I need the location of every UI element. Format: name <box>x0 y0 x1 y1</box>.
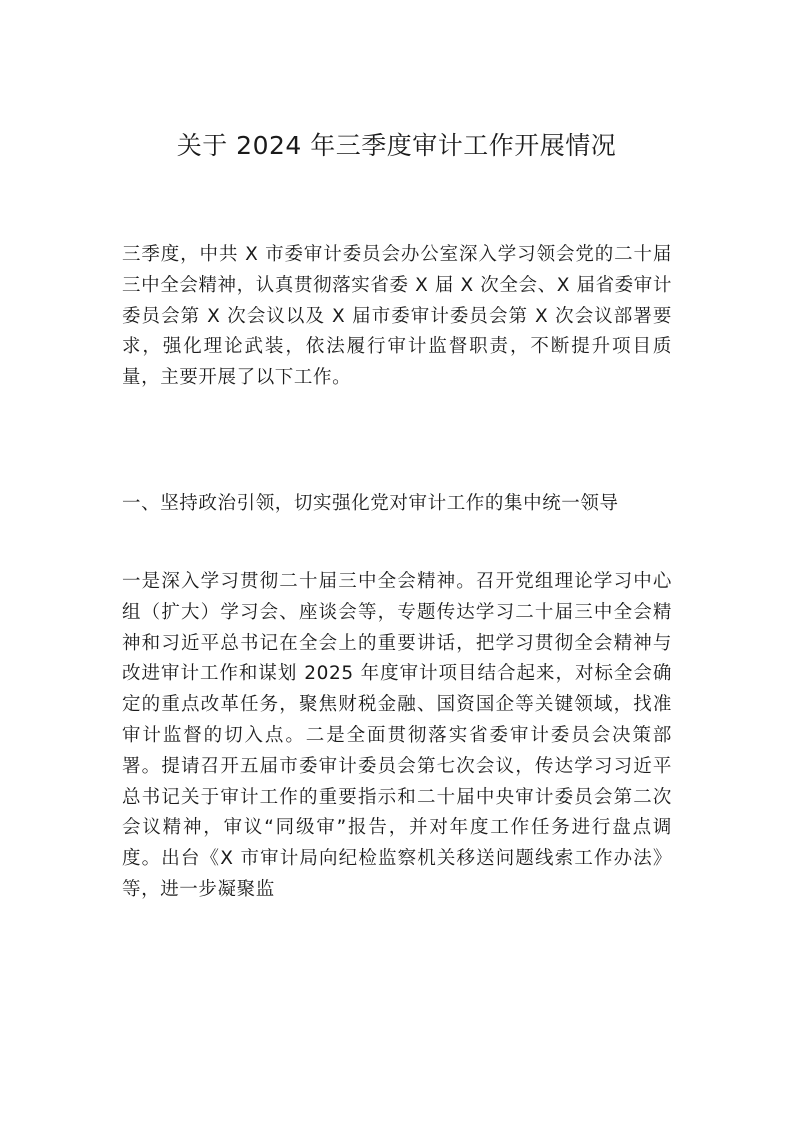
section-body-paragraph: 一是深入学习贯彻二十届三中全会精神。召开党组理论学习中心组（扩大）学习会、座谈会等，专题传达学习二十届三中全会精神和习近平总书记在全会上的重要讲话，把学习贯彻全会精神与改进审计工作和谋划 2025 年度审计项目结合起来，对标全会确定的重点改革任务，聚焦财税金融、国资国企等关键领域，找准审计监督的切入点。二是全面贯彻落实省委审计委员会决策部署。提请召开五届市委审计委员会第七次会议，传达学习习近平总书记关于审计工作的重要指示和二十届中央审计委员会第二次会议精神，审议“同级审”报告，并对年度工作任务进行盘点调度。出台《X 市审计局向纪检监察机关移送问题线索工作办法》等，进一步凝聚监 <box>122 571 672 900</box>
intro-paragraph: 三季度，中共 X 市委审计委员会办公室深入学习领会党的二十届三中全会精神，认真贯彻落实省委 X 届 X 次全会、X 届省委审计委员会第 X 次会议以及 X 届市委审计委员会第 X 次会议部署要求，强化理论武装，依法履行审计监督职责，不断提升项目质量，主要开展了以下工作。 <box>122 244 672 389</box>
document-title: 关于 2024 年三季度审计工作开展情况 <box>176 131 617 160</box>
section-heading: 一、坚持政治引领，切实强化党对审计工作的集中统一领导 <box>122 493 619 514</box>
